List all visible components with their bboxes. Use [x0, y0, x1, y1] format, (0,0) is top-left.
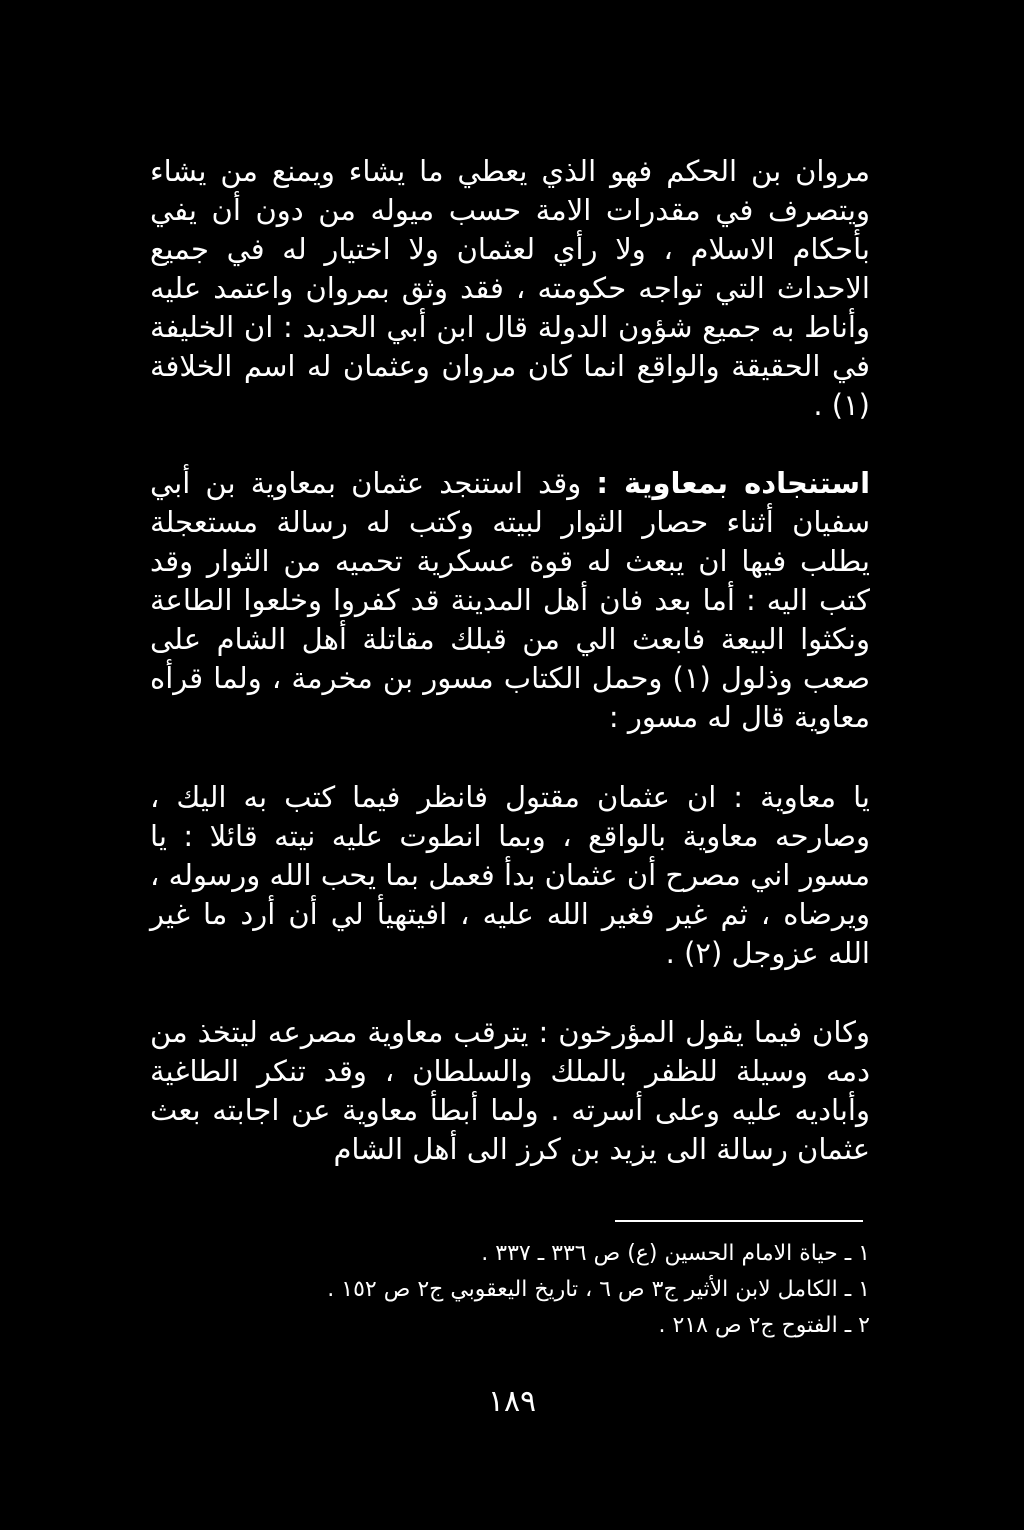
footnote-1: ١ ـ حياة الامام الحسين (ع) ص ٣٣٦ ـ ٣٣٧ . — [481, 1241, 870, 1266]
footnote-2: ١ ـ الكامل لابن الأثير ج٣ ص ٦ ، تاريخ اليعقوبي ج٢ ص ١٥٢ . — [327, 1277, 870, 1302]
footnote-divider — [615, 1220, 863, 1222]
paragraph-3 — [150, 778, 870, 973]
paragraph-4 — [150, 1013, 870, 1169]
paragraph-1-text: مروان بن الحكم فهو الذي يعطي ما يشاء ويمنع من يشاء ويتصرف في مقدرات الامة حسب ميوله من دون أن يفي بأحكام الاسلام ، ولا رأي لعثمان ولا اختيار له في جميع الاحداث التي تواجه حكومته ، فقد وثق بمروان واعتمد عليه وأناط به جميع شؤون الدولة قال ابن أبي الحديد : ان الخليفة في الحقيقة والواقع انما كان مروان وعثمان له اسم الخلافة (١) . — [150, 154, 870, 422]
paragraph-1 — [150, 152, 870, 425]
paragraph-3-text: يا معاوية : ان عثمان مقتول فانظر فيما كتب به اليك ، وصارحه معاوية بالواقع ، وبما انطوت عليه نيته قائلا : يا مسور اني مصرح أن عثمان بدأ فعمل بما يحب الله ورسوله ، ويرضاه ، ثم غير فغير الله عليه ، افيتهيأ لي أن أرد ما غير الله عزوجل (٢) . — [150, 780, 870, 970]
paragraph-2-text: وقد استنجد عثمان بمعاوية بن أبي سفيان أثناء حصار الثوار لبيته وكتب له رسالة مستعجلة يطلب فيها ان يبعث له قوة عسكرية تحميه من الثوار وقد كتب اليه : أما بعد فان أهل المدينة قد كفروا وخلعوا الطاعة ونكثوا البيعة فابعث الي من قبلك مقاتلة أهل الشام على صعب وذلول (١) وحمل الكتاب مسور بن مخرمة ، ولما قرأه معاوية قال له مسور : — [150, 466, 870, 734]
footnote-3: ٢ ـ الفتوح ج٢ ص ٢١٨ . — [658, 1313, 870, 1338]
section-heading: استنجاده بمعاوية : — [596, 466, 871, 500]
paragraph-2 — [150, 464, 870, 737]
footnotes — [150, 1236, 870, 1344]
paragraph-4-text: وكان فيما يقول المؤرخون : يترقب معاوية مصرعه ليتخذ من دمه وسيلة للظفر بالملك والسلطان ، وقد تنكر الطاغية وأباديه عليه وعلى أسرته . ولما أبطأ معاوية عن اجابته بعث عثمان رسالة الى يزيد بن كرز الى أهل الشام — [150, 1015, 870, 1166]
page-number: ١٨٩ — [487, 1384, 537, 1419]
